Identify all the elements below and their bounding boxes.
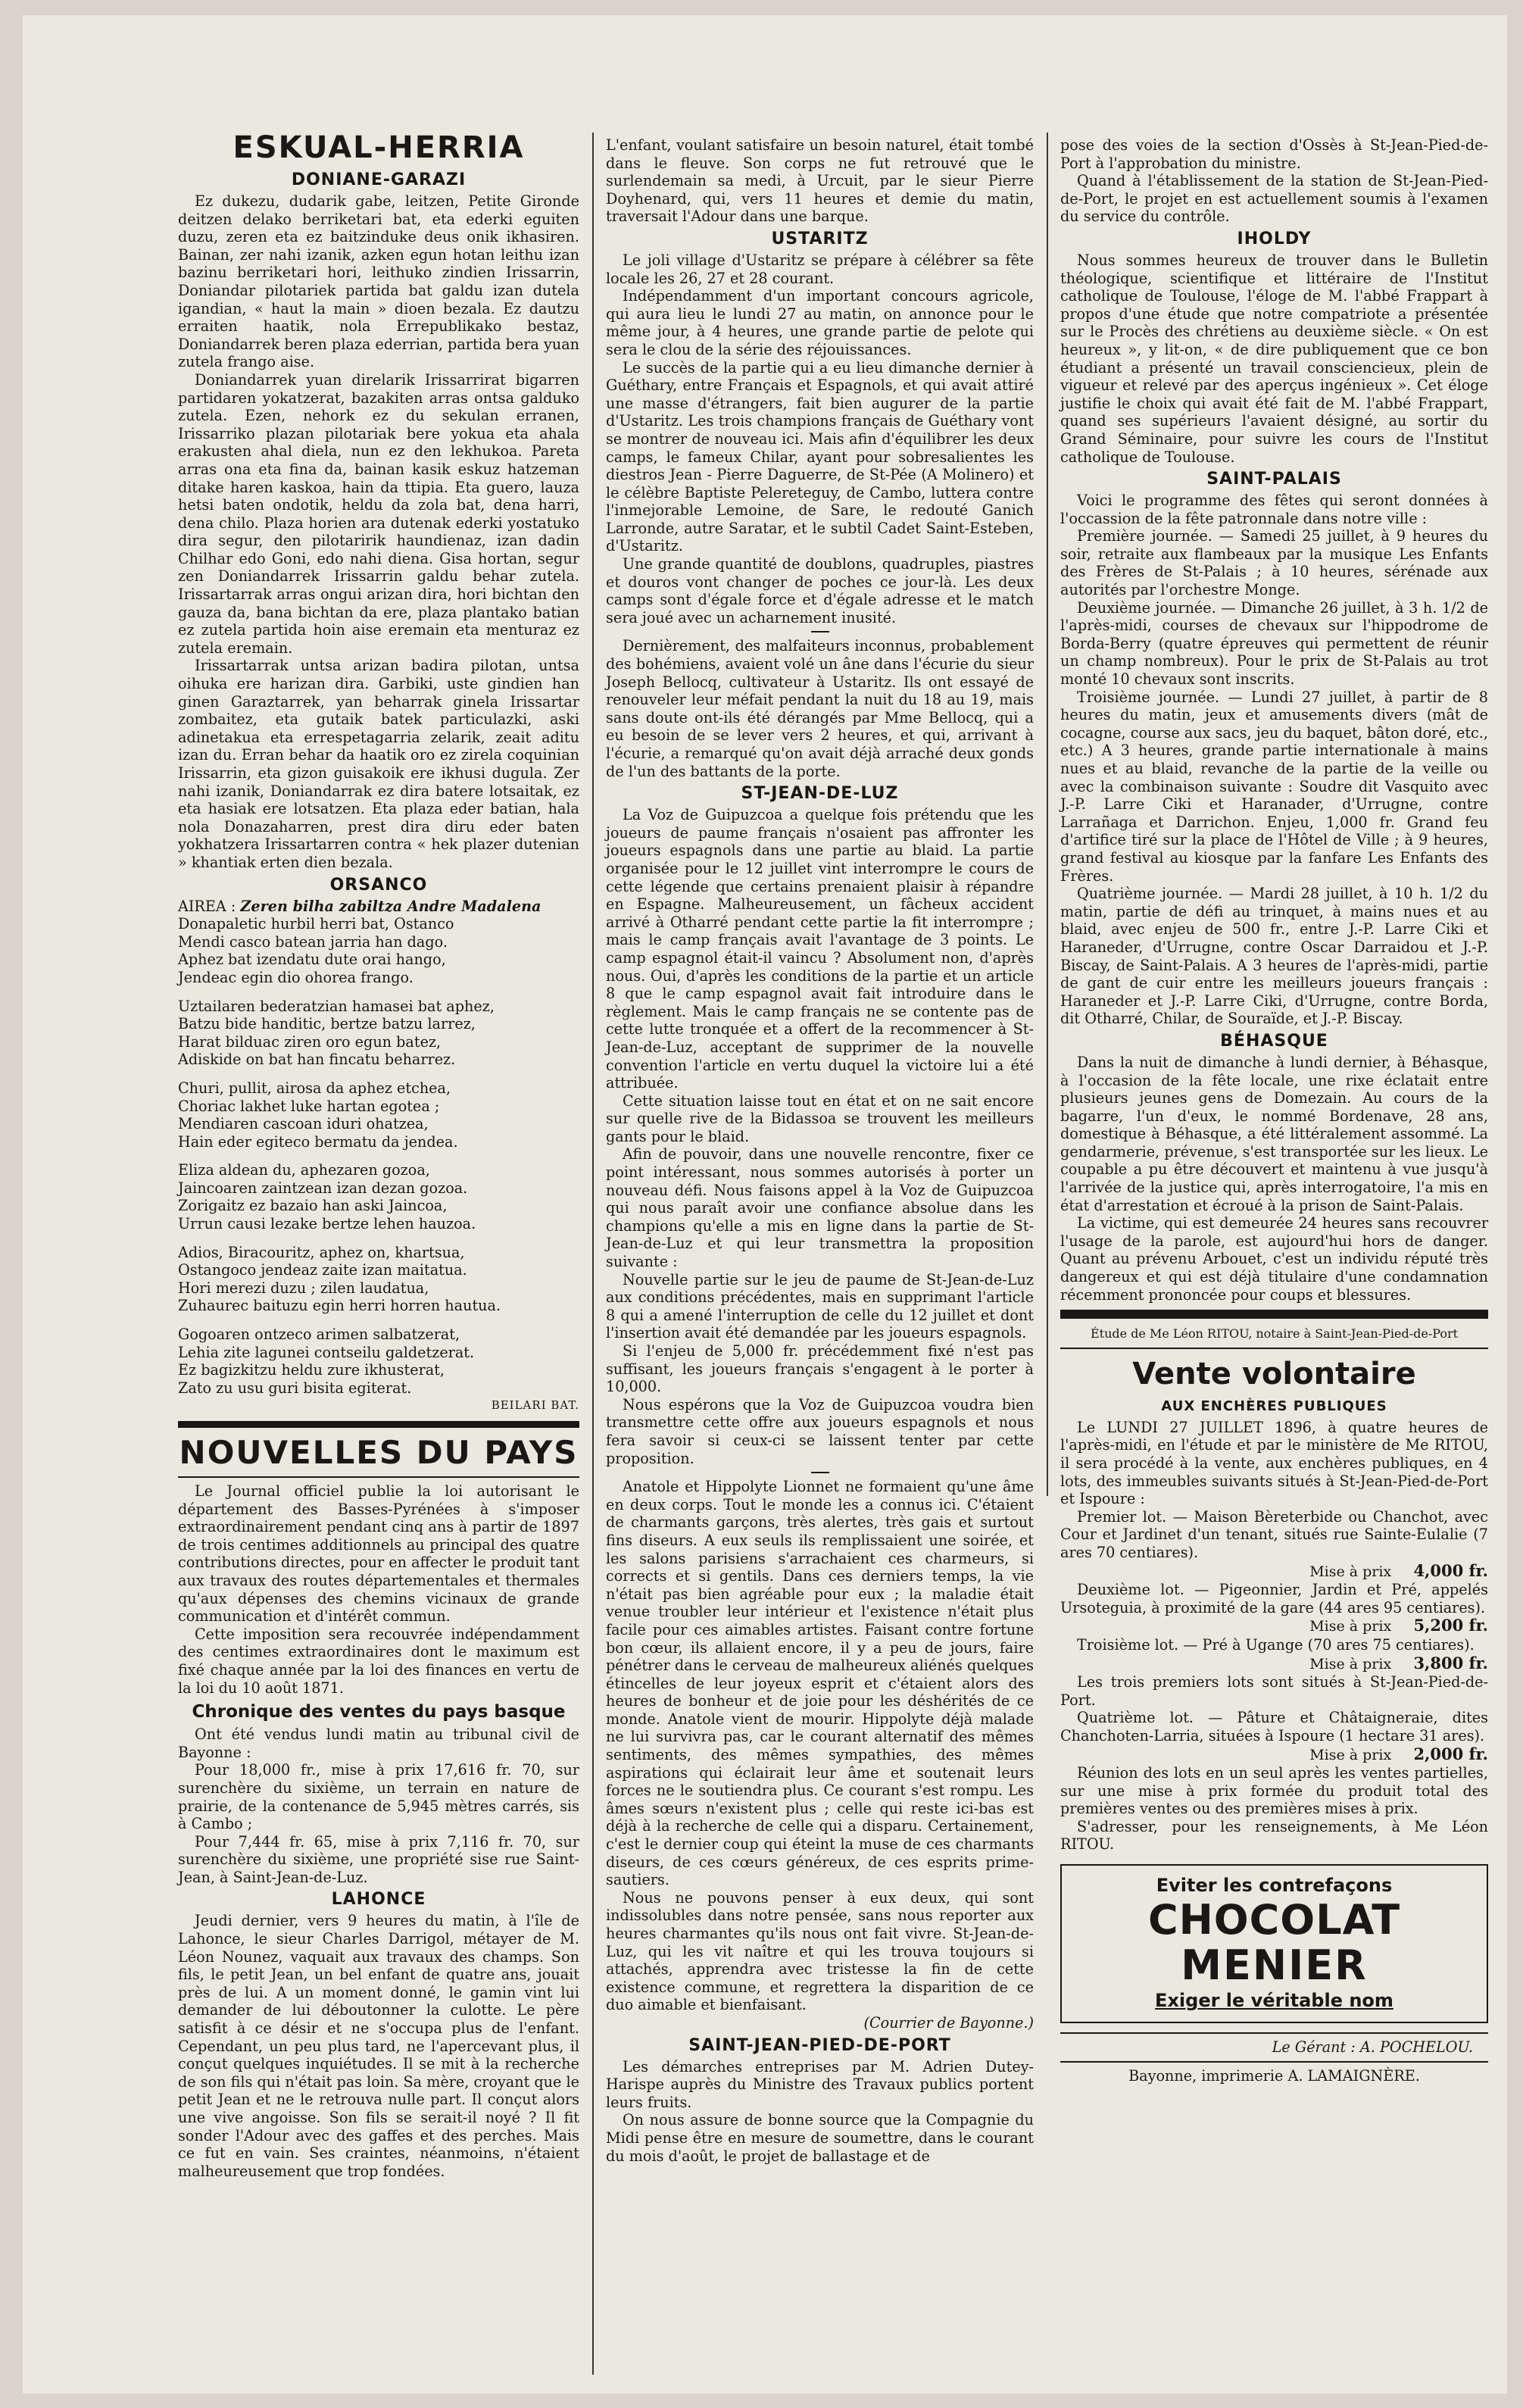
article-paragraph: Les démarches entreprises par M. Adrien Dutey-Harispe auprès du Ministre des Travaux publics portent leurs fruits. <box>606 2057 1034 2111</box>
separator <box>811 631 829 632</box>
poem-line: Urrun causi lezake bertze lehen hauzoa. <box>178 1215 476 1233</box>
article-title-st-jean-de-luz: ST-JEAN-DE-LUZ <box>741 784 899 804</box>
section-header-eskual-herria: ESKUAL-HERRIA <box>233 130 525 165</box>
article-paragraph: Indépendamment d'un important concours agricole, qui aura lieu le lundi 27 au matin, on annonce pour le même jour, à 4 heures, une grande partie de pelote qui sera le clou de la série des réjouissances. <box>606 287 1034 358</box>
poem-line: Donapaletic hurbil herri bat, Ostanco <box>178 915 454 933</box>
tune-line <box>178 898 579 916</box>
imprimerie: Bayonne, imprimerie A. LAMAIGNÈRE. <box>1128 2066 1420 2085</box>
article-paragraph: Le succès de la partie qui a eu lieu dimanche dernier à Guéthary, entre Français et Espagnols, et qui avait attiré une masse d'étrangers, fait bien augurer de la partie d'Ustaritz. Les trois champions français de Guéthary vont se montrer de nouveau ici. Mais afin d'équilibrer les deux camps, le fameux Chilar, ayant pour sobresalientes les diestros Jean - Pierre Daguerre, de St-Pée (A Molinero) et le célèbre Baptiste Pelereteguy, de Cambo, luttera contre l'inmejorable Lemoine, de Sare, le redouté Ganich Larronde, autre Saratar, et le subtil Cadet Saint-Esteben, d'Ustaritz. <box>606 358 1034 555</box>
article-paragraph: Ont été vendus lundi matin au tribunal civil de Bayonne : <box>178 1726 579 1761</box>
article-paragraph: Si l'enjeu de 5,000 fr. précédemment fixé n'est pas suffisant, les joueurs français s'engagent à le porter à 10,000. <box>606 1342 1034 1396</box>
gerant: Le Gérant : A. POCHELOU. <box>1272 2038 1473 2057</box>
article-paragraph: Quand à l'établissement de la station de St-Jean-Pied-de-Port, le projet en est actuellement soumis à l'examen du service du contrôle. <box>1060 172 1488 226</box>
article-title-orsanco: ORSANCO <box>329 875 428 895</box>
column-1 <box>178 127 579 2180</box>
sale-price: Mise à prix 5,200 fr. <box>1309 1616 1488 1635</box>
article-title-ustaritz: USTARITZ <box>771 229 869 248</box>
sale-price: Mise à prix 3,800 fr. <box>1309 1653 1488 1672</box>
article-paragraph: Deuxième journée. — Dimanche 26 juillet, à 3 h. 1/2 de l'après-midi, courses de chevaux sur l'hippodrome de Borda-Berry (quatre épreuves qui permettent de réunir un champ nombreux). Pour le prix de St-Palais au trot monté 10 chevaux sont inscrits. <box>1060 598 1488 689</box>
article-paragraph: La victime, qui est demeurée 24 heures sans recouvrer l'usage de la parole, est aujourd'hui hors de danger. Quant au prévenu Arbouet, c'est un individu réputé très dangereux et qui est déjà titulaire d'une condamnation récemment prononcée pour coups et blessures. <box>1060 1214 1488 1304</box>
section-divider <box>1060 1310 1488 1319</box>
poem-line: Aphez bat izendatu dute orai hango, <box>178 951 446 969</box>
article-paragraph: On nous assure de bonne source que la Compagnie du Midi pense être en mesure de soumettre, dans le courant du mois d'août, le projet de ballastage et de <box>606 2111 1034 2165</box>
poem-line: Zorigaitz ez bazaio han aski Jaincoa, <box>178 1197 448 1215</box>
sale-lot: Quatrième lot. — Pâture et Châtaigneraie, dites Chanchoten-Larria, situées à Ispoure (1 hectare 31 ares). <box>1060 1709 1488 1744</box>
sale-lot: Les trois premiers lots sont situés à St-Jean-Pied-de-Port. <box>1060 1673 1488 1709</box>
article-title-doniane-garazi: DONIANE-GARAZI <box>291 170 467 189</box>
ad-line-menier: MENIER <box>1181 1941 1368 1990</box>
sale-price: Mise à prix 4,000 fr. <box>1309 1560 1488 1580</box>
article-paragraph: L'enfant, voulant satisfaire un besoin naturel, était tombé dans le fleuve. Son corps ne fut retrouvé que le surlendemain sa medi, à Urcuit, par le sieur Pierre Doyhenard, qui, vers 11 heures et demie du matin, traversait l'Adour dans une barque. <box>606 136 1034 226</box>
article-paragraph: Quatrième journée. — Mardi 28 juillet, à 10 h. 1/2 du matin, partie de défi au trinquet, à mains nues et au blaid, avec enjeu de 500 fr., entre J.-P. Larre Ciki et Haraneder, d'Urrugne, contre Oscar Darraidou et J.-P. Biscay, de Saint-Palais. A 3 heures de l'après-midi, partie de gant de cuir entre les meilleurs joueurs français : Haraneder et J.-P. Larre Ciki, d'Urrugne, contre Borda, dit Otharré, Chilar, de Souraïde, et J.-P. Biscay. <box>1060 885 1488 1028</box>
chocolat-menier-ad <box>1060 1864 1488 2023</box>
ad-line-chocolat: CHOCOLAT <box>1147 1896 1401 1944</box>
article-title-saint-palais: SAINT-PALAIS <box>1206 470 1342 489</box>
article-paragraph: Cette situation laisse tout en état et on ne sait encore sur quelle rive de la Bidassoa se trouvent les meilleurs gants pour le blaid. <box>606 1092 1034 1145</box>
poem-line: Ostangoco jendeaz zaite izan maitatua. <box>178 1261 467 1279</box>
article-paragraph: Pour 7,444 fr. 65, mise à prix 7,116 fr. 70, sur surenchère du sixième, une propriété sise rue Saint-Jean, à Saint-Jean-de-Luz. <box>178 1832 579 1886</box>
sale-lot: Deuxième lot. — Pigeonnier, Jardin et Pré, appelés Ursoteguia, à proximité de la gare (44 ares 95 centiares). <box>1060 1581 1488 1616</box>
article-paragraph: Nous sommes heureux de trouver dans le Bulletin théologique, scientifique et littéraire de l'Institut catholique de Toulouse, l'éloge de M. l'abbé Frappart à propos d'une étude que notre compatriote a présentée sur le Procès des chrétiens au deuxième siècle. « On est heureux », y lit-on, « de dire publiquement que ce bon étudiant a présenté un travail consciencieux, plein de vigueur et relevé par des aperçus ingénieux ». Cet éloge justifie le choix qui avait été fait de M. l'abbé Frappart, quand ses supérieurs l'avaient désigné, au sortir du Grand Séminaire, pour suivre les cours de l'Institut catholique de Toulouse. <box>1060 251 1488 466</box>
poem-line: Adiskide on bat han fincatu beharrez. <box>178 1051 456 1069</box>
section-divider <box>178 1421 579 1428</box>
article-paragraph: pose des voies de la section d'Ossès à St-Jean-Pied-de-Port à l'approbation du ministre. <box>1060 136 1488 172</box>
section-header-nouvelles: NOUVELLES DU PAYS <box>179 1434 579 1471</box>
poem-line: Adios, Biracouritz, aphez on, khartsua, <box>178 1243 465 1261</box>
article-paragraph: Une grande quantité de doublons, quadruples, piastres et douros vont changer de poches ce jour-là. Les deux camps sont d'égale force et d'égale adresse et le match sera joué avec un acharnement inusité. <box>606 555 1034 626</box>
article-paragraph: Le Journal officiel publie la loi autorisant le département des Basses-Pyrénées à s'imposer extraordinairement pendant cinq ans à partir de 1897 de trois centimes additionnels au principal des quatre contributions directes, pour en affecter le produit tant aux travaux des routes départementales et thermales qu'aux dépenses des chemins vicinaux de grande communication et d'intérêt commun. <box>178 1482 580 1626</box>
divider <box>178 1476 579 1478</box>
article-source: (Courrier de Bayonne.) <box>863 2013 1034 2032</box>
poem-line: Hori merezi duzu ; zilen laudatua, <box>178 1279 429 1297</box>
sale-paragraph: Réunion des lots en un seul après les ventes partielles, sur une mise à prix formée du produit total des premières ventes ou des premières mises à prix. <box>1060 1764 1488 1818</box>
poem-line: Eliza aldean du, aphezaren gozoa, <box>178 1161 430 1179</box>
tune-label: AIREA : <box>178 897 236 915</box>
sale-paragraph: Le LUNDI 27 JUILLET 1896, à quatre heures de l'après-midi, en l'étude et par le ministère de Me RITOU, il sera procédé à la vente, aux enchères publiques, en 4 lots, des immeubles suivants situés à St-Jean-Pied-de-Port et Ispoure : <box>1060 1418 1488 1508</box>
article-paragraph: Le joli village d'Ustaritz se prépare à célébrer sa fête locale les 26, 27 et 28 courant. <box>606 251 1034 287</box>
poem-line: Ez bagizkitzu heldu zure ikhusterat, <box>178 1361 445 1379</box>
article-paragraph: Troisième journée. — Lundi 27 juillet, à partir de 8 heures du matin, jeux et amusements divers (mât de cocagne, course aux sacs, jeu du baquet, bâton doré, etc., etc.) A 3 heures, grande partie internationale à mains nues et au blaid, revanche de la partie de la veille ou avec la combinaison suivante : Soudre dit Vasquito avec J.-P. Larre Ciki et Haranader, d'Urrugne, contre Larrañaga et Darrichon. Enjeu, 1,000 fr. Grand feu d'artifice tiré sur la place de l'Hôtel de Ville ; à 9 heures, grand festival au kiosque par la fanfare Les Enfants des Frères. <box>1060 688 1488 885</box>
article-paragraph: Dernièrement, des malfaiteurs inconnus, probablement des bohémiens, avaient volé un âne dans l'écurie du sieur Joseph Bellocq, cultivateur à Ustaritz. Ils ont essayé de renouveler leur méfait pendant la nuit du 18 au 19, mais sans doute ont-ils été dérangés par Mme Bellocq, qui a eu besoin de se lever vers 2 heures, et qui, arrivant à l'écurie, a remarqué qu'on avait déjà arraché deux gonds de l'un des battants de la porte. <box>606 637 1034 780</box>
poem-line: Choriac lakhet luke hartan egotea ; <box>178 1097 440 1115</box>
article-paragraph: Voici le programme des fêtes qui seront données à l'occassion de la fête patronnale dans notre ville : <box>1060 492 1488 527</box>
ad-line: Exiger le véritable nom <box>1155 1990 1393 2012</box>
article-paragraph: Nous espérons que la Voz de Guipuzcoa voudra bien transmettre cette offre aux joueurs espagnols et nous fera savoir si ceux-ci se laissent tenter par cette proposition. <box>606 1395 1034 1467</box>
poem-line: Uztailaren bederatzian hamasei bat aphez, <box>178 997 495 1015</box>
ad-line: Eviter les contrefaçons <box>1156 1875 1393 1897</box>
article-title-chronique: Chronique des ventes du pays basque <box>192 1702 566 1722</box>
article-paragraph: Jeudi dernier, vers 9 heures du matin, à l'île de Lahonce, le sieur Charles Darrigol, métayer de M. Léon Nounez, vaquait aux travaux des champs. Son fils, le petit Jean, un bel enfant de quatre ans, jouait près de lui. A un moment donné, le gamin vint lui demander de lui déboutonner la culotte. Le père satisfit à ce désir et ne s'occupa plus de l'enfant. Cependant, un peu plus tard, ne l'apercevant plus, il conçut quelques inquiétudes. Il se mit à la recherche de son fils qui n'était pas loin. Sa mère, croyant que le petit Jean et ne le retrouva nulle part. Il conçut alors une vive angoisse. Son fils se serait-il noyé ? Il fit sonder l'Adour avec des gaffes et des perches. Mais ce fut en vain. Ses craintes, néanmoins, n'étaient malheureusement que trop fondées. <box>178 1912 579 2180</box>
poem-line: Mendiaren cascoan iduri ohatzea, <box>178 1115 429 1133</box>
sale-paragraph: S'adresser, pour les renseignements, à Me Léon RITOU. <box>1060 1817 1488 1854</box>
notary-study: Étude de Me Léon RITOU, notaire à Saint-Jean-Pied-de-Port <box>1090 1326 1459 1341</box>
article-paragraph: Anatole et Hippolyte Lionnet ne formaient qu'une âme en deux corps. Tout le monde les a connus ici. C'étaient de charmants garçons, très alertes, très gais et surtout fins diseurs. A eux seuls ils remplissaient une soirée, et les salons parisiens s'arrachaient ces charmeurs, si corrects et si gentils. Dans ces derniers temps, la vie n'était pas bien agréable pour eux ; la maladie était venue troubler leur intérieur et l'existence n'était plus facile pour ces aimables artistes. Faisant contre fortune bon cœur, ils allaient encore, il y a peu de jours, faire pénétrer dans le cerveau de malheureux aliénés quelques étincelles de leur joyeux esprit et c'étaient alors des heures de bonheur et de joie pour les déshérités de ce monde. Anatole vient de mourir. Hippolyte déjà malade ne lui survivra pas, car le courant alternatif des mêmes sentiments, des mêmes sympathies, des mêmes aspirations qui éclairait leur âme et soutenait leurs forces ne le soutiendra plus. Ce courant s'est rompu. Les âmes sœurs n'existent plus ; celle qui reste ici-bas est déjà à la recherche de celle qui a disparu. Certainement, c'est le dernier coup qui éteint la muse de ces charmants diseurs, de ces cœurs généreux, de ces esprits prime-sautiers. <box>606 1478 1034 1889</box>
article-title-lahonce: LAHONCE <box>331 1890 426 1910</box>
poem-line: Jendeac egin dio ohorea frango. <box>178 968 414 986</box>
poem <box>178 915 579 1397</box>
poem-line: Churi, pullit, airosa da aphez etchea, <box>178 1079 451 1097</box>
article-paragraph: Afin de pouvoir, dans une nouvelle rencontre, fixer ce point intéressant, nous sommes autorisés à porter un nouveau défi. Nous faisons appel à la Voz de Guipuzcoa qui nous paraît avoir une confiance absolue dans les champions qu'elle a mis en ligne dans la partie de St-Jean-de-Luz et qui leur transmettra la proposition suivante : <box>606 1145 1034 1271</box>
article-paragraph: La Voz de Guipuzcoa a quelque fois prétendu que les joueurs de paume français n'osaient pas affronter les joueurs espagnols dans une partie au blaid. La partie organisée pour le 12 juillet vint interrompre le cours de cette légende que certains prenaient plaisir à répandre en Espagne. Malheureusement, un fâcheux accident arrivé à Otharré pendant cette partie la fit interrompre ; mais le camp français avait l'avantage de 3 points. Le camp espagnol était-il vaincu ? Absolument non, d'après nous. Oui, d'après les conditions de la partie et un article 8 que le camp espagnol avait fait introduire dans le règlement. Mais le camp français ne se contente pas de cette lutte tronquée et a offert de la recommencer à St-Jean-de-Luz, acceptant de supprimer de la nouvelle convention l'article en vertu duquel la victoire lui a été attribuée. <box>606 806 1034 1092</box>
poem-line: Hain eder egiteco bermatu da jendea. <box>178 1132 458 1151</box>
poem-line: Gogoaren ontzeco arimen salbatzerat, <box>178 1326 460 1344</box>
separator <box>811 1472 829 1473</box>
poem-line: Zuhaurec baituzu egin herri horren hautua. <box>178 1297 501 1315</box>
article-title-behasque: BÉHASQUE <box>1220 1031 1328 1051</box>
article-title-iholdy: IHOLDY <box>1237 229 1312 248</box>
article-paragraph: Pour 18,000 fr., mise à prix 17,616 fr. 70, sur surenchère du sixième, un terrain en nature de prairie, de la contenance de 5,945 mètres carrés, sis à Cambo ; <box>178 1761 579 1833</box>
column-2 <box>606 136 1034 2165</box>
article-paragraph: Doniandarrek yuan direlarik Irissarrirat bigarren partidaren yokatzerat, bazakiten arras ontsa galduko zutela. Ezen, nehork ez du sekulan erranen, Irissarriko plazan pilotariak bere yokua eta ahala erakusten ahal diela, nun ez den lekhukoa. Pareta arras ona eta fina da, bainan kasik eskuz hatzeman ditake haren kaskoa, hain da ttipia. Eta guero, lauza hetsi baten ondotik, heldu da zola bat, dena harri, dena chilo. Plaza horien ara dutenak ederki yostatuko dira segur, den pilotaririk haundienaz, izan dadin Chilhar edo Goni, edo nahi diena. Gisa hortan, segur zen Doniandarrek Irissarrin galdu behar zutela. Irissartarrak arras ongui arizan dira, hori bichtan den gauza da, bana bichtan da ere, plaza plantako batian ez zutela partida hoin aise eremain eta menturaz ez zutela eremain. <box>178 370 579 657</box>
sale-lot: Troisième lot. — Pré à Ugange (70 ares 75 centiares). <box>1077 1635 1475 1654</box>
article-paragraph: Première journée. — Samedi 25 juillet, à 9 heures du soir, retraite aux flambeaux par la musique Les Enfants des Frères de St-Palais ; à 10 heures, sérénade aux autorités par l'orchestre Monge. <box>1060 527 1488 599</box>
ad-title-vente-volontaire: Vente volontaire <box>1132 1356 1416 1391</box>
poem-line: Jaincoaren zaintzean izan dezan gozoa. <box>178 1179 468 1197</box>
poem-line: Harat bilduac ziren oro egun batez, <box>178 1032 442 1051</box>
divider <box>1060 2061 1488 2063</box>
divider <box>1060 2032 1488 2034</box>
article-paragraph: Irissartarrak untsa arizan badira pilotan, untsa oihuka ere harizan dira. Garbiki, uste gindien han ginen Garaztarrek, yan beharrak ginela Irissartar zombaitez, eta gutaik batek particulazki, aski adinetakua eta errespetagarria zelarik, zeait aditu izan du. Erran behar da haatik oro ez zirela coquinian Irissarrin, eta gizon guisakoik ere ikhusi dugula. Zer nahi izanik, Doniandarrak ez dira batere lotsaitak, ez eta hasiak ere lotsatzen. Eta plaza eder batian, hala nola Donazaharren, prest dira diru eder baten yokhatzera Irissartarren contra « hek plazer dutenian » khantiak erten dien bezala. <box>178 657 579 871</box>
article-paragraph: Ez dukezu, dudarik gabe, leitzen, Petite Gironde deitzen delako berriketari bat, eta ederki eguiten duzu, zeren eta ez baitzinduke deus onik ikhasiren. Bainan, zer nahi izanik, azken egun hotan leithu izan bazinu berriketari hori, leithuko zindien Irissarrin, Doniandar pilotariek partida bat galdu izan dutela igandian, « haut la main » dioen bezala. Ez dautzu erraiten haatik, nola Errepublikako bestaz, Doniandarrek beren plaza ederrian, partida bera yuan zutela frango aise. <box>178 192 579 371</box>
poem-line: Mendi casco batean jarria han dago. <box>178 932 448 951</box>
article-paragraph: Nous ne pouvons penser à eux deux, qui sont indissolubles dans notre pensée, sans nous reporter aux heures charmantes qu'ils nous ont fait vivre. St-Jean-de-Luz, qui les vit naître et qui les trouva toujours si attachés, apprendra avec tristesse la fin de cette existence commune, et regrettera la disparition de ce duo aimable et bienfaisant. <box>606 1888 1034 2014</box>
column-3 <box>1060 136 1488 2085</box>
tune-name: Zeren bilha zabiltza Andre Madalena <box>240 897 541 915</box>
ad-subtitle: AUX ENCHÈRES PUBLIQUES <box>1161 1398 1387 1414</box>
sale-lot: Premier lot. — Maison Bèreterbide ou Chanchot, avec Cour et Jardinet d'un tenant, situés rue Sainte-Eulalie (7 ares 70 centiares). <box>1060 1507 1488 1561</box>
poem-line: Zato zu usu guri bisita egiterat. <box>178 1379 412 1397</box>
sale-price: Mise à prix 2,000 fr. <box>1309 1744 1488 1763</box>
poem-line: Lehia zite lagunei contseilu galdetzerat. <box>178 1343 475 1361</box>
article-paragraph: Dans la nuit de dimanche à lundi dernier, à Béhasque, à l'occasion de la fête locale, une rixe éclatait entre plusieurs jeunes gens de Domezain. Au cours de la bagarre, l'un d'eux, le nommé Bordenave, 28 ans, domestique à Béhasque, a été littéralement assommé. La gendarmerie, prévenue, s'est transportée sur les lieux. Le coupable a pu être découvert et maintenu à vue jusqu'à l'arrivée de la justice qui, après interrogatoire, l'a mis en état d'arrestation et écroué à la prison de Saint-Palais. <box>1060 1053 1488 1214</box>
newspaper-page <box>23 15 1507 2394</box>
column-rule-2 <box>1047 133 1048 1496</box>
poem-signature: BEILARI BAT. <box>491 1398 579 1413</box>
divider <box>1060 1348 1488 1349</box>
poem-line: Batzu bide handitic, bertze batzu larrez, <box>178 1015 476 1033</box>
column-rule-1 <box>592 133 594 2375</box>
article-paragraph: Cette imposition sera recouvrée indépendamment des centimes extraordinaires dont le maximum est fixé chaque année par la loi des finances en vertu de la loi du 10 août 1871. <box>178 1625 579 1697</box>
article-title-saint-jean-pied-de-port: SAINT-JEAN-PIED-DE-PORT <box>688 2035 951 2055</box>
article-paragraph: Nouvelle partie sur le jeu de paume de St-Jean-de-Luz aux conditions précédentes, mais en supprimant l'article 8 qui a amené l'interruption de celle du 12 juillet et dont l'insertion avait été demandée par les joueurs espagnols. <box>606 1270 1034 1342</box>
